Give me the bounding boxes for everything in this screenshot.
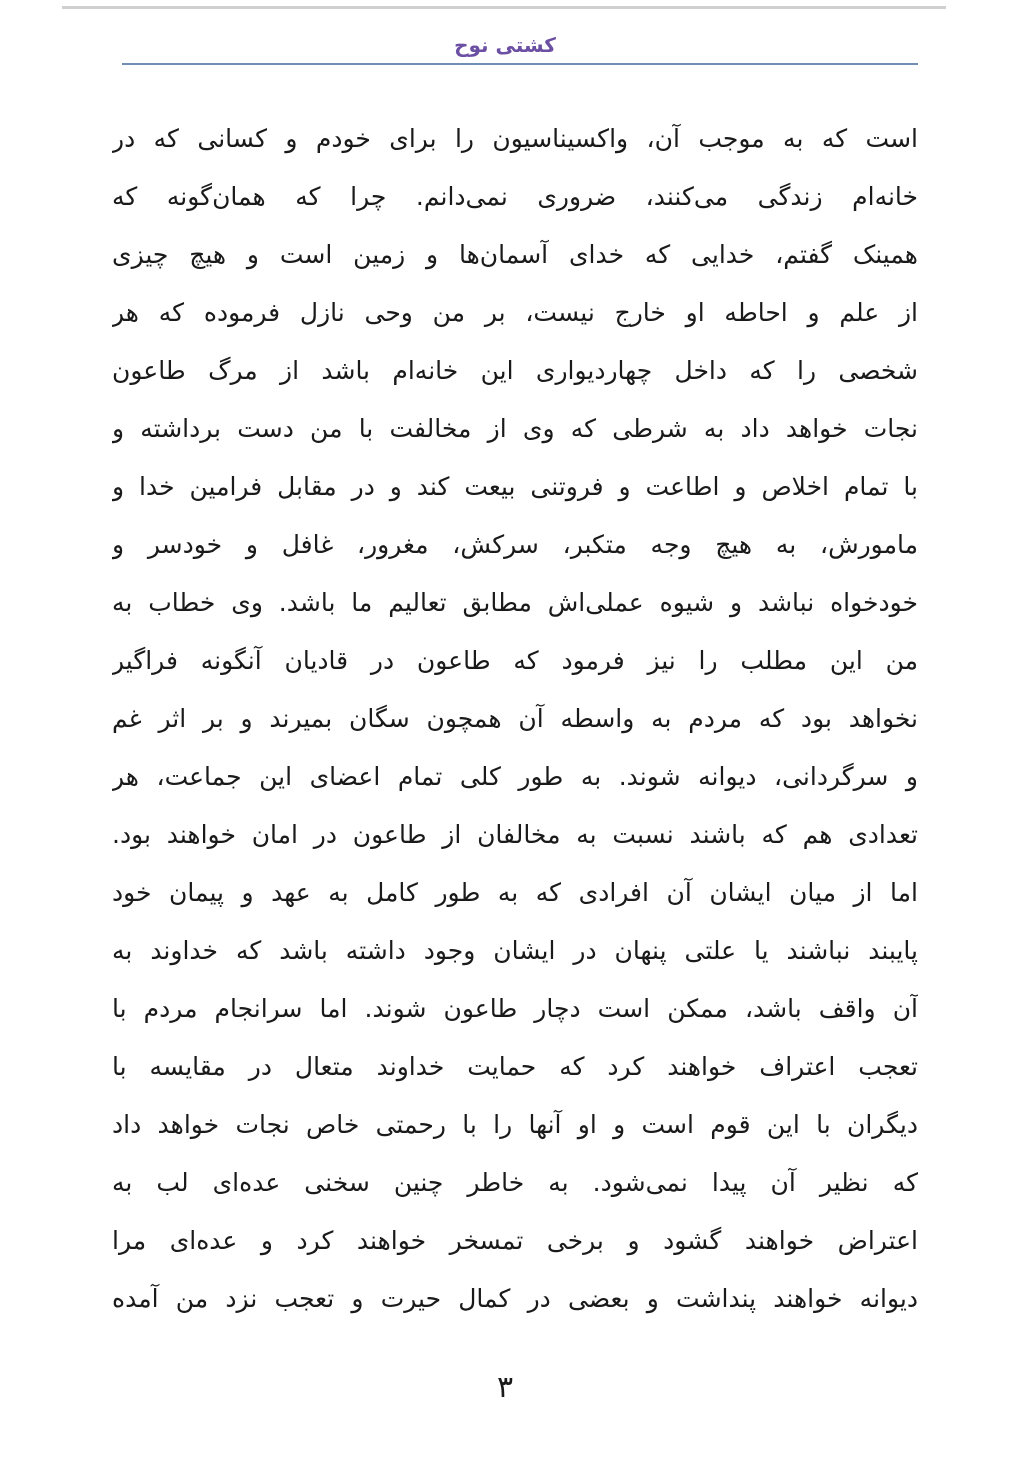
running-header-title: کشتی نوح xyxy=(454,33,556,57)
text-line: آن واقف باشد، ممکن است دچار طاعون شوند. اما سرانجام مردم با xyxy=(112,994,918,1023)
text-line: پایبند نباشند یا علتی پنهان در ایشان وجود داشته باشد که خداوند به xyxy=(112,936,918,965)
text-line: دیوانه خواهند پنداشت و بعضی در کمال حیرت و تعجب نزد من آمده xyxy=(112,1284,918,1313)
text-line: و سرگردانی، دیوانه شوند. به طور کلی تمام اعضای این جماعت، هر xyxy=(112,762,918,791)
text-line: من این مطلب را نیز فرمود که طاعون در قادیان آنگونه فراگیر xyxy=(112,646,918,675)
text-line: است که به موجب آن، واکسیناسیون را برای خودم و کسانی که در xyxy=(112,124,918,153)
text-line: تعجب اعتراف خواهند کرد که حمایت خداوند متعال در مقایسه با xyxy=(112,1052,918,1081)
text-line: خانه‌ام زندگی می‌کنند، ضروری نمی‌دانم. چرا که همان‌گونه که xyxy=(112,182,918,211)
text-line: شخصی را که داخل چهاردیواری این خانه‌ام باشد از مرگ طاعون xyxy=(112,356,918,385)
header-divider xyxy=(122,63,918,65)
body-text xyxy=(112,110,918,1328)
text-line: نخواهد بود که مردم به واسطه آن همچون سگان بمیرند و بر اثر غم xyxy=(112,704,918,733)
text-line: تعدادی هم که باشند نسبت به مخالفان از طاعون در امان خواهند بود. xyxy=(112,820,918,849)
text-line: اما از میان ایشان آن افرادی که به طور کامل به عهد و پیمان خود xyxy=(112,878,918,907)
text-line: از علم و احاطه او خارج نیست، بر من وحی نازل فرموده که هر xyxy=(112,298,918,327)
text-line: خودخواه نباشد و شیوه عملی‌اش مطابق تعالیم ما باشد. وی خطاب به xyxy=(112,588,918,617)
text-line: اعتراض خواهند گشود و برخی تمسخر خواهند کرد و عده‌ای مرا xyxy=(112,1226,918,1255)
text-line: نجات خواهد داد به شرطی که وی از مخالفت با من دست برداشته و xyxy=(112,414,918,443)
text-line: همینک گفتم، خدایی که خدای آسمان‌ها و زمین است و هیچ چیزی xyxy=(112,240,918,269)
text-line: با تمام اخلاص و اطاعت و فروتنی بیعت کند و در مقابل فرامین خدا و xyxy=(112,472,918,501)
text-line: که نظیر آن پیدا نمی‌شود. به خاطر چنین سخنی عده‌ای لب به xyxy=(112,1168,918,1197)
top-divider xyxy=(62,6,946,9)
text-line: مامورش، به هیچ وجه متکبر، سرکش، مغرور، غافل و خودسر و xyxy=(112,530,918,559)
page-number: ۳ xyxy=(496,1370,514,1405)
text-line: دیگران با این قوم است و او آنها را با رحمتی خاص نجات خواهد داد xyxy=(112,1110,918,1139)
